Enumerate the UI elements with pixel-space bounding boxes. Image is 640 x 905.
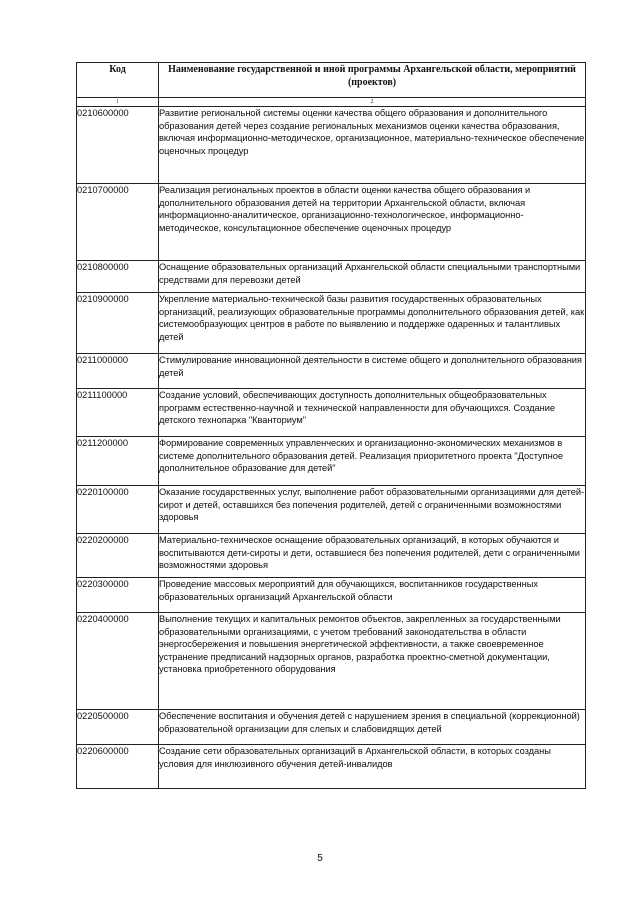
row-code: 0210700000	[77, 184, 159, 261]
row-name: Создание сети образовательных организаций в Архангельской области, в которых созданы условия для инклюзивного обучения детей-инвалидов	[159, 745, 586, 789]
row-name: Укрепление материально-технической базы развития государственных образовательных организаций, реализующих образовательные программы дополнительного образования детей, как системообразующих центров в работе по выявлению и поддержке одаренных и талантливых детей	[159, 293, 586, 354]
row-code: 0211000000	[77, 354, 159, 389]
row-code: 0220500000	[77, 710, 159, 745]
row-code: 0220400000	[77, 613, 159, 710]
column-number-2: 2	[159, 98, 586, 107]
row-name: Оказание государственных услуг, выполнение работ образовательными организациями для детей-сирот и детей, оставшихся без попечения родителей, детей с ограниченными возможностями здоровья	[159, 486, 586, 534]
table-row	[77, 578, 586, 613]
table-row	[77, 107, 586, 184]
row-code: 0220600000	[77, 745, 159, 789]
page-number: 5	[317, 853, 323, 864]
table-row	[77, 389, 586, 437]
table-row	[77, 261, 586, 293]
row-code: 0220200000	[77, 534, 159, 578]
row-code: 0211200000	[77, 437, 159, 486]
program-table	[76, 62, 586, 789]
table-row	[77, 293, 586, 354]
row-name: Материально-техническое оснащение образовательных организаций, в которых обучаются и воспитываются дети-сироты и дети, оставшиеся без попечения родителей, дети с ограниченными возможностями здоровья	[159, 534, 586, 578]
column-number-1: 1	[77, 98, 159, 107]
row-name: Реализация региональных проектов в области оценки качества общего образования и дополнительного образования детей на территории Архангельской области, включая информационно-аналитическое, организационно-технологическое, информационно-методическое, консультационное обеспечение оценочных процедур	[159, 184, 586, 261]
row-name: Развитие региональной системы оценки качества общего образования и дополнительного образования детей через создание региональных механизмов оценки качества образования, включая информационно-методическое, организационное, материально-техническое обеспечение оценочных процедур	[159, 107, 586, 184]
row-code: 0211100000	[77, 389, 159, 437]
row-name: Проведение массовых мероприятий для обучающихся, воспитанников государственных образовательных организаций Архангельской области	[159, 578, 586, 613]
header-name: Наименование государственной и иной программы Архангельской области, мероприятий (проектов)	[159, 63, 586, 98]
row-name: Выполнение текущих и капитальных ремонтов объектов, закрепленных за государственными образовательными организациями, с учетом требований законодательства в области энергосбережения и повышения энергетической эффективности, а также своевременное устранение предписаний надзорных органов, разработка проектно-сметной документации, установка приобретенного оборудования	[159, 613, 586, 710]
row-name: Стимулирование инновационной деятельности в системе общего и дополнительного образования детей	[159, 354, 586, 389]
table-row	[77, 534, 586, 578]
table-row	[77, 745, 586, 789]
row-code: 0220300000	[77, 578, 159, 613]
table-row	[77, 613, 586, 710]
row-code: 0220100000	[77, 486, 159, 534]
row-name: Создание условий, обеспечивающих доступность дополнительных общеобразовательных программ естественно-научной и технической направленности для обучающихся. Создание детского технопарка "Кванториум"	[159, 389, 586, 437]
row-code: 0210600000	[77, 107, 159, 184]
header-code: Код	[77, 63, 159, 98]
table-row	[77, 354, 586, 389]
table-row	[77, 710, 586, 745]
row-name: Обеспечение воспитания и обучения детей с нарушением зрения в специальной (коррекционной) образовательной организации для слепых и слабовидящих детей	[159, 710, 586, 745]
table-header-row	[77, 63, 586, 98]
table-row	[77, 486, 586, 534]
row-code: 0210900000	[77, 293, 159, 354]
table-row	[77, 437, 586, 486]
row-code: 0210800000	[77, 261, 159, 293]
table-row	[77, 184, 586, 261]
column-number-row	[77, 98, 586, 107]
row-name: Оснащение образовательных организаций Архангельской области специальными транспортными средствами для перевозки детей	[159, 261, 586, 293]
row-name: Формирование современных управленческих и организационно-экономических механизмов в системе дополнительного образования детей. Реализация приоритетного проекта "Доступное дополнительное образование для детей"	[159, 437, 586, 486]
